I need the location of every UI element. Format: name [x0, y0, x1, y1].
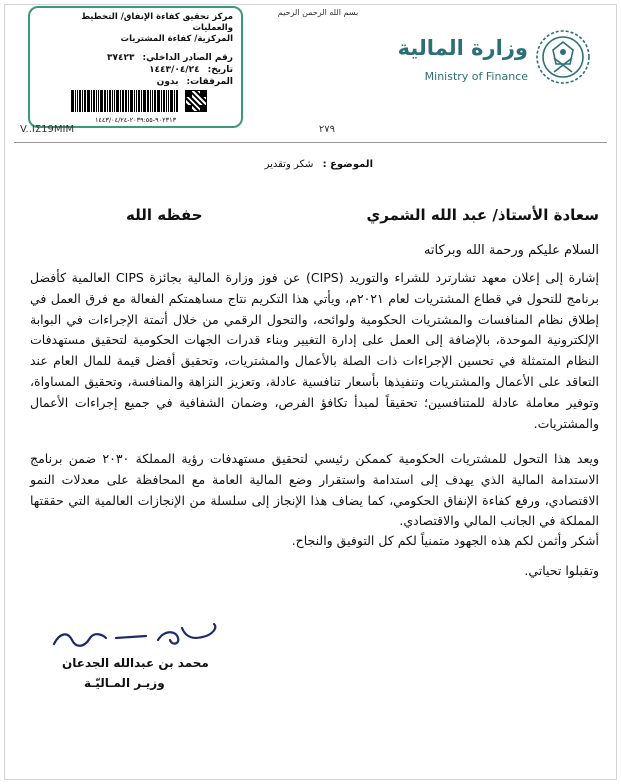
stamp-ref-label: رقم الصادر الداخلي:: [142, 53, 233, 63]
body-paragraph-1: إشارة إلى إعلان معهد تشارترد للشراء والتوريد (CIPS) عن فوز وزارة المالية بجائزة CIPS العالمية كأفضل برنامج للتحول في قطاع المشتريات لعام ٢٠٢١م، ويأتي هذا التكريم نتاج مساهمتكم الفعالة مع فرق العمل في إطلاق نظام المنافسات والمشتريات الحكومية ولوائحه، والتحول الرقمي من خلال أتمتة الإجراءات في البوابة الإلكترونية الموحدة، بالإضافة إلى العمل على إدارة التغيير وبناء قدرات الجهات الحكومية لتحقيق مستهدفات النظام المتمثلة في تحسين الإجراءات ذات الصلة بالأعمال والمشتريات، وتحقيق أفضل قيمة للمال العام عند التعاقد على الأعمال والمشتريات وتنفيذها بأسعار تنافسية عادلة، وتعزيز النزاهة والمنافسة، وتحقيق المساواة، وتوفير معاملة عادلة للمتنافسين؛ تحقيقاً لمبدأ تكافؤ الفرص، وضمان الشفافية في جميع إجراءات الأعمال والمشتريات.: [30, 270, 600, 431]
saudi-emblem-icon: [534, 28, 592, 86]
header-divider: [14, 142, 607, 143]
qr-code-icon: [185, 90, 207, 112]
closing-regards: وتقبلوا تحياتي.: [524, 563, 599, 578]
handwritten-signature: [46, 610, 246, 660]
signatory-title: وزيـر المـاليّـة: [84, 676, 165, 690]
reference-number-left: V..IΣ19MIM: [20, 124, 75, 135]
stamp-attachments-value: بدون: [156, 77, 179, 87]
stamp-department-line1: مركز تحقيق كفاءة الإنفاق/ التخطيط والعمليات: [81, 12, 233, 33]
basmala: بسم الله الرحمن الرحيم: [277, 8, 359, 17]
greeting: السلام عليكم ورحمة الله وبركاته: [423, 243, 599, 258]
stamp-footer: ٩٠٢٣١٣-٢٠٣٩:٥٥-١٤٤٣/٠٤/٢٤: [94, 116, 177, 124]
stamp-attachments-label: المرفقات:: [186, 77, 233, 87]
subject-line: [265, 159, 373, 170]
stamp-date-row: [38, 65, 233, 75]
barcode-icon: [38, 90, 178, 112]
ministry-logo: [392, 28, 592, 98]
subject-value: شكر وتقدير: [264, 159, 314, 170]
body-paragraph-2: ويعد هذا التحول للمشتريات الحكومية كممكن رئيسي لتحقيق مستهدفات رؤية المملكة ٢٠٣٠ ضمن برنامج الاستدامة المالية الذي يهدف إلى استدامة واستقرار وضع المالية العامة مع المحافظة على معدلات النمو الاقتصادي، ورفع كفاءة الإنفاق الحكومي، كما يضاف هذا الإنجاز إلى سلسلة من الإنجازات العالمية التي حققتها المملكة في الجانب المالي والاقتصادي.: [30, 451, 600, 529]
stamp-date-label: تاريخ:: [207, 65, 233, 75]
registry-stamp: [28, 6, 243, 128]
signatory-name: محمد بن عبدالله الجدعان: [62, 656, 209, 670]
stamp-date-value: ١٤٤٣/٠٤/٢٤: [149, 65, 200, 75]
closing-thanks: أشكر وأثمن لكم هذه الجهود متمنياً لكم كل التوفيق والنجاح.: [291, 533, 599, 548]
stamp-attachments-row: [38, 77, 233, 87]
ministry-name-ar: وزارة المالية: [397, 36, 528, 60]
subject-label: الموضوع :: [322, 159, 373, 170]
honorific: حفظه الله: [126, 206, 203, 224]
addressee: سعادة الأستاذ/ عبد الله الشمري: [366, 206, 599, 224]
ministry-name-en: Ministry of Finance: [424, 70, 528, 83]
stamp-ref-value: ٣٧٤٢٣: [107, 53, 135, 63]
stamp-department-line2: المركزية/ كفاءة المشتريات: [120, 34, 233, 44]
reference-number-right: ٢٧٩: [318, 124, 335, 135]
stamp-ref-row: [38, 53, 233, 63]
